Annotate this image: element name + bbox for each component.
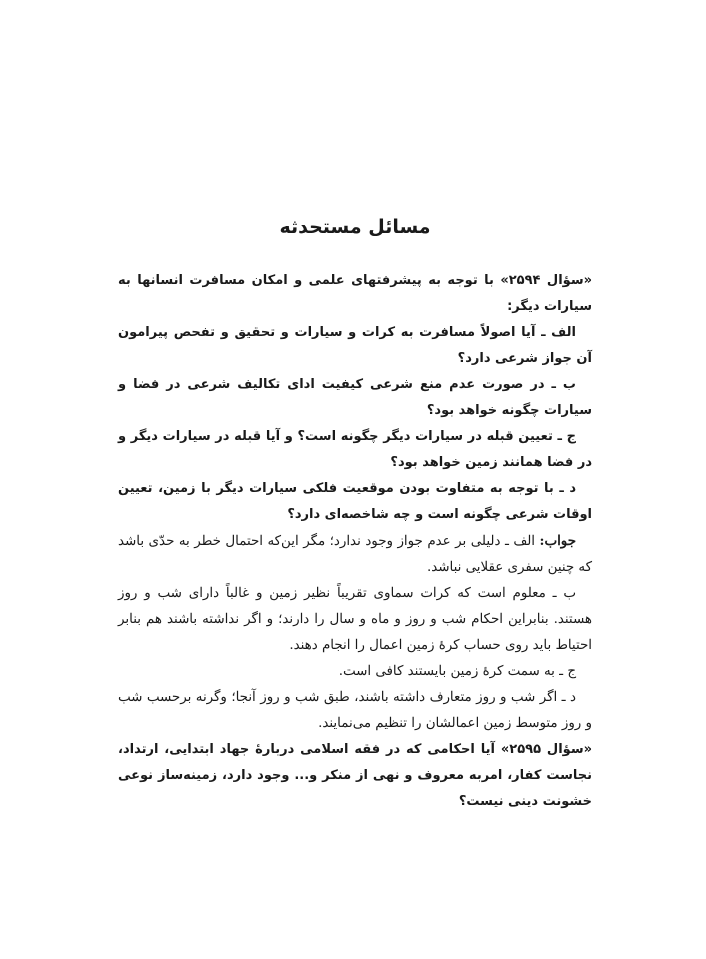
question-2594-intro-text: با توجه به پیشرفتهای علمی و امکان مسافرت انسانها به سیارات دیگر: (118, 273, 592, 314)
question-2595-text: آیا احکامی که در فقه اسلامی دربارهٔ جهاد ابتدایی، ارتداد، نجاست کفار، امربه معروف و نهی از منکر و... وجود دارد، زمینه‌ساز نوعی خشونت دینی نیست؟ (118, 742, 592, 809)
question-2595 (118, 737, 592, 815)
question-2594-dal: د ـ با توجه به متفاوت بودن موقعیت فلکی سیارات دیگر با زمین، تعیین اوقات شرعی چگونه است و چه شاخصه‌ای دارد؟ (118, 481, 592, 522)
question-2594-label: «سؤال ۲۵۹۴» (500, 273, 592, 288)
answer-alef (118, 528, 592, 581)
answer-be: ب ـ معلوم است که کرات سماوی تقریباً نظیر زمین و غالباً دارای شب و روز هستند. بنابراین احکام شب و روز و ماه و سال را دارند؛ و اگر نداشته باشند هم بنابر احتیاط باید روی حساب کرهٔ زمین اعمال را انجام دهند. (118, 586, 592, 653)
question-2595-label: «سؤال ۲۵۹۵» (500, 742, 592, 757)
question-2594-be: ب ـ در صورت عدم منع شرعی کیفیت ادای تکالیف شرعی در فضا و سیارات چگونه خواهد بود؟ (118, 377, 592, 418)
answer-jim: ج ـ به سمت کرهٔ زمین بایستند کافی است. (338, 664, 576, 679)
question-2594-jim: ج ـ تعیین قبله در سیارات دیگر چگونه است؟ و آیا قبله در سیارات دیگر و در فضا همانند زمین خواهد بود؟ (118, 429, 592, 470)
answer-alef-text: الف ـ دلیلی بر عدم جواز وجود ندارد؛ مگر این‌که احتمال خطر به حدّی باشد که چنین سفری عقلایی نباشد. (118, 534, 592, 575)
question-2594-alef: الف ـ آیا اصولاً مسافرت به کرات و سیارات و تحقیق و تفحص پیرامون آن جواز شرعی دارد؟ (118, 325, 592, 366)
page-content (118, 212, 592, 815)
question-2594-intro (118, 268, 592, 320)
answer-label: جواب: (539, 533, 576, 549)
page-title: مسائل مستحدثه (279, 216, 431, 238)
answer-dal: د ـ اگر شب و روز متعارف داشته باشند، طبق شب و روز آنجا؛ وگرنه برحسب شب و روز متوسط زمین اعمالشان را تنظیم می‌نمایند. (118, 690, 592, 731)
